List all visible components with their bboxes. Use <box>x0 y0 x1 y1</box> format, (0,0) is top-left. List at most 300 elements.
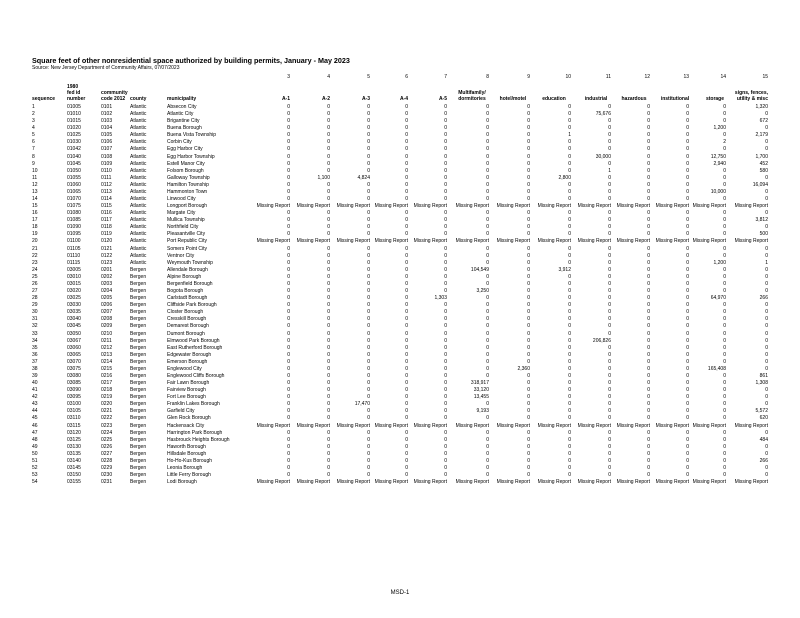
table-row <box>0 274 800 281</box>
cell-hazardous: 0 <box>647 358 650 365</box>
table-row <box>0 295 800 302</box>
cell-a5: 0 <box>444 167 447 174</box>
cell-multifamily: 0 <box>486 280 489 287</box>
cell-hazardous: 0 <box>647 146 650 153</box>
cell-signs: 1 <box>765 259 768 266</box>
cell-a1: 0 <box>287 288 290 295</box>
cell-storage: 1,200 <box>713 125 726 132</box>
cell-county: Bergen <box>130 415 147 422</box>
cell-municipality: Harrington Park Borough <box>167 429 223 436</box>
cell-education: Missing Report <box>537 238 571 245</box>
cell-municipality: Hackensack City <box>167 422 205 429</box>
cell-hotel-motel: 0 <box>527 464 530 471</box>
cell-hotel-motel: 0 <box>527 337 530 344</box>
cell-storage: 0 <box>723 273 726 280</box>
cell-a5: 0 <box>444 464 447 471</box>
cell-fed-id: 03060 <box>67 344 81 351</box>
cell-a5: 0 <box>444 415 447 422</box>
cell-community-code: 0107 <box>101 146 113 153</box>
cell-hotel-motel: 0 <box>527 111 530 118</box>
cell-fed-id: 03050 <box>67 330 81 337</box>
cell-a1: 0 <box>287 224 290 231</box>
cell-institutional: Missing Report <box>655 203 689 210</box>
cell-education: 0 <box>568 288 571 295</box>
cell-county: Bergen <box>130 316 147 323</box>
cell-fed-id: 03065 <box>67 351 81 358</box>
cell-a4: 0 <box>405 316 408 323</box>
cell-a5: 0 <box>444 259 447 266</box>
cell-education: 0 <box>568 224 571 231</box>
cell-county: Atlantic <box>130 252 147 259</box>
table-row <box>0 139 800 146</box>
cell-institutional: 0 <box>686 231 689 238</box>
cell-community-code: 0108 <box>101 153 113 160</box>
cell-multifamily: Missing Report <box>455 238 489 245</box>
column-number: 8 <box>486 74 489 80</box>
cell-fed-id: 01010 <box>67 111 81 118</box>
cell-education: 0 <box>568 302 571 309</box>
cell-county: Atlantic <box>130 238 147 245</box>
cell-industrial: Missing Report <box>577 479 611 486</box>
cell-storage: 0 <box>723 224 726 231</box>
cell-fed-id: 03100 <box>67 401 81 408</box>
cell-signs: 0 <box>765 358 768 365</box>
cell-a5: Missing Report <box>413 422 447 429</box>
cell-industrial: 0 <box>608 330 611 337</box>
cell-county: Bergen <box>130 457 147 464</box>
cell-a3: 0 <box>367 146 370 153</box>
cell-hotel-motel: 0 <box>527 210 530 217</box>
cell-county: Atlantic <box>130 188 147 195</box>
cell-signs: 0 <box>765 280 768 287</box>
column-number: 3 <box>287 74 290 80</box>
table-row <box>0 238 800 245</box>
cell-institutional: 0 <box>686 160 689 167</box>
cell-county: Bergen <box>130 380 147 387</box>
cell-hotel-motel: 0 <box>527 231 530 238</box>
cell-sequence: 19 <box>32 231 38 238</box>
cell-county: Atlantic <box>130 125 147 132</box>
cell-a2: Missing Report <box>296 479 330 486</box>
cell-storage: 0 <box>723 464 726 471</box>
cell-sequence: 44 <box>32 408 38 415</box>
cell-a5: 0 <box>444 344 447 351</box>
cell-industrial: 0 <box>608 316 611 323</box>
cell-hazardous: 0 <box>647 344 650 351</box>
cell-fed-id: 03030 <box>67 302 81 309</box>
cell-signs: Missing Report <box>734 238 768 245</box>
cell-county: Bergen <box>130 365 147 372</box>
cell-hotel-motel: 0 <box>527 401 530 408</box>
table-row <box>0 281 800 288</box>
cell-a3: 0 <box>367 125 370 132</box>
cell-a5: 0 <box>444 118 447 125</box>
cell-industrial: 0 <box>608 245 611 252</box>
cell-sequence: 40 <box>32 380 38 387</box>
cell-storage: 0 <box>723 280 726 287</box>
cell-education: 0 <box>568 415 571 422</box>
cell-community-code: 0224 <box>101 429 113 436</box>
cell-a3: 0 <box>367 118 370 125</box>
cell-institutional: 0 <box>686 132 689 139</box>
cell-signs: 0 <box>765 316 768 323</box>
cell-storage: 0 <box>723 380 726 387</box>
cell-municipality: Egg Harbor City <box>167 146 203 153</box>
cell-hazardous: 0 <box>647 132 650 139</box>
cell-industrial: Missing Report <box>577 238 611 245</box>
cell-a5: 0 <box>444 210 447 217</box>
cell-a5: 0 <box>444 153 447 160</box>
cell-a4: 0 <box>405 408 408 415</box>
cell-a4: 0 <box>405 160 408 167</box>
cell-a2: 0 <box>327 295 330 302</box>
table-row <box>0 260 800 267</box>
cell-institutional: 0 <box>686 217 689 224</box>
cell-municipality: Atlantic City <box>167 111 194 118</box>
cell-a5: 0 <box>444 231 447 238</box>
table-row <box>0 224 800 231</box>
cell-municipality: Hasbrouck Heights Borough <box>167 436 230 443</box>
cell-hazardous: 0 <box>647 457 650 464</box>
cell-hotel-motel: 0 <box>527 387 530 394</box>
cell-county: Atlantic <box>130 118 147 125</box>
cell-hazardous: 0 <box>647 351 650 358</box>
cell-education: 0 <box>568 167 571 174</box>
cell-municipality: Weymouth Township <box>167 259 213 266</box>
cell-hotel-motel: 0 <box>527 295 530 302</box>
cell-fed-id: 01115 <box>67 259 81 266</box>
cell-community-code: 0102 <box>101 111 113 118</box>
cell-hotel-motel: 0 <box>527 167 530 174</box>
cell-county: Atlantic <box>130 196 147 203</box>
cell-county: Bergen <box>130 358 147 365</box>
cell-community-code: 0225 <box>101 436 113 443</box>
cell-municipality: Carlstadt Borough <box>167 295 208 302</box>
cell-hazardous: Missing Report <box>616 203 650 210</box>
cell-community-code: 0208 <box>101 316 113 323</box>
cell-a4: 0 <box>405 351 408 358</box>
cell-institutional: 0 <box>686 457 689 464</box>
cell-a5: 0 <box>444 125 447 132</box>
cell-a3: 0 <box>367 288 370 295</box>
cell-fed-id: 01075 <box>67 203 81 210</box>
cell-sequence: 3 <box>32 118 35 125</box>
cell-county: Bergen <box>130 280 147 287</box>
cell-sequence: 14 <box>32 196 38 203</box>
cell-sequence: 46 <box>32 422 38 429</box>
cell-fed-id: 03120 <box>67 429 81 436</box>
cell-institutional: 0 <box>686 472 689 479</box>
cell-education: 0 <box>568 358 571 365</box>
cell-signs: 0 <box>765 443 768 450</box>
cell-education: Missing Report <box>537 479 571 486</box>
cell-signs: 0 <box>765 111 768 118</box>
cell-a4: 0 <box>405 259 408 266</box>
cell-a4: 0 <box>405 167 408 174</box>
cell-community-code: 0213 <box>101 351 113 358</box>
cell-multifamily: 0 <box>486 167 489 174</box>
cell-county: Atlantic <box>130 160 147 167</box>
cell-signs: 0 <box>765 429 768 436</box>
cell-education: 0 <box>568 118 571 125</box>
cell-community-code: 0211 <box>101 337 112 344</box>
cell-institutional: 0 <box>686 372 689 379</box>
cell-hazardous: 0 <box>647 302 650 309</box>
cell-education: 0 <box>568 365 571 372</box>
cell-signs: 0 <box>765 174 768 181</box>
cell-multifamily: 0 <box>486 323 489 330</box>
cell-a2: 0 <box>327 273 330 280</box>
cell-a2: 0 <box>327 436 330 443</box>
cell-fed-id: 03015 <box>67 280 81 287</box>
cell-county: Atlantic <box>130 245 147 252</box>
cell-fed-id: 01060 <box>67 181 81 188</box>
cell-municipality: Fort Lee Borough <box>167 394 206 401</box>
table-header <box>0 82 800 102</box>
cell-institutional: 0 <box>686 280 689 287</box>
cell-a4: 0 <box>405 457 408 464</box>
cell-a3: 0 <box>367 181 370 188</box>
cell-hazardous: 0 <box>647 245 650 252</box>
cell-hazardous: 0 <box>647 231 650 238</box>
cell-sequence: 47 <box>32 429 38 436</box>
cell-hotel-motel: 0 <box>527 217 530 224</box>
cell-hotel-motel: 0 <box>527 351 530 358</box>
cell-sequence: 11 <box>32 174 38 181</box>
cell-multifamily: 0 <box>486 196 489 203</box>
cell-signs: 0 <box>765 309 768 316</box>
cell-county: Bergen <box>130 408 147 415</box>
cell-community-code: 0110 <box>101 167 112 174</box>
cell-fed-id: 01085 <box>67 217 81 224</box>
cell-education: 0 <box>568 210 571 217</box>
cell-a2: 0 <box>327 139 330 146</box>
cell-industrial: 0 <box>608 188 611 195</box>
cell-multifamily: 0 <box>486 259 489 266</box>
cell-hazardous: 0 <box>647 415 650 422</box>
cell-signs: 2,179 <box>755 132 768 139</box>
cell-hotel-motel: 0 <box>527 196 530 203</box>
table-row <box>0 217 800 224</box>
cell-a1: 0 <box>287 457 290 464</box>
cell-industrial: 0 <box>608 259 611 266</box>
cell-institutional: Missing Report <box>655 238 689 245</box>
cell-a4: 0 <box>405 309 408 316</box>
cell-fed-id: 01070 <box>67 196 81 203</box>
cell-sequence: 38 <box>32 365 38 372</box>
cell-county: Bergen <box>130 266 147 273</box>
cell-institutional: 0 <box>686 174 689 181</box>
cell-multifamily: 0 <box>486 132 489 139</box>
cell-industrial: 0 <box>608 231 611 238</box>
cell-county: Bergen <box>130 394 147 401</box>
cell-a1: 0 <box>287 252 290 259</box>
cell-hotel-motel: 0 <box>527 245 530 252</box>
cell-community-code: 0215 <box>101 365 113 372</box>
cell-education: 0 <box>568 464 571 471</box>
cell-fed-id: 03075 <box>67 365 81 372</box>
cell-a2: Missing Report <box>296 422 330 429</box>
cell-multifamily: 0 <box>486 337 489 344</box>
cell-hotel-motel: 0 <box>527 252 530 259</box>
cell-a1: 0 <box>287 167 290 174</box>
cell-a2: 0 <box>327 245 330 252</box>
cell-education: 0 <box>568 231 571 238</box>
cell-signs: 1,700 <box>755 153 768 160</box>
cell-a3: 0 <box>367 472 370 479</box>
cell-a3: 0 <box>367 358 370 365</box>
column-number: 11 <box>605 74 611 80</box>
cell-sequence: 52 <box>32 464 38 471</box>
cell-fed-id: 03105 <box>67 408 81 415</box>
cell-a1: 0 <box>287 188 290 195</box>
cell-a4: 0 <box>405 372 408 379</box>
cell-education: 0 <box>568 111 571 118</box>
table-row <box>0 465 800 472</box>
cell-multifamily: 3,250 <box>476 288 489 295</box>
cell-sequence: 50 <box>32 450 38 457</box>
cell-a3: Missing Report <box>336 203 370 210</box>
cell-a1: 0 <box>287 181 290 188</box>
cell-sequence: 42 <box>32 394 38 401</box>
cell-a5: 0 <box>444 302 447 309</box>
cell-signs: 620 <box>759 415 768 422</box>
cell-sequence: 43 <box>32 401 38 408</box>
cell-sequence: 48 <box>32 436 38 443</box>
cell-hotel-motel: Missing Report <box>496 422 530 429</box>
cell-a5: 0 <box>444 387 447 394</box>
cell-a2: 0 <box>327 415 330 422</box>
cell-hotel-motel: 0 <box>527 181 530 188</box>
cell-fed-id: 03080 <box>67 372 81 379</box>
cell-a3: 0 <box>367 309 370 316</box>
cell-municipality: Alpine Borough <box>167 273 202 280</box>
cell-hazardous: 0 <box>647 394 650 401</box>
column-number-row <box>0 74 800 82</box>
cell-municipality: Demarest Borough <box>167 323 209 330</box>
cell-municipality: Edgewater Borough <box>167 351 212 358</box>
cell-industrial: 0 <box>608 266 611 273</box>
cell-fed-id: 03130 <box>67 443 81 450</box>
cell-a2: 0 <box>327 210 330 217</box>
cell-fed-id: 01110 <box>67 252 81 259</box>
cell-sequence: 7 <box>32 146 35 153</box>
cell-multifamily: 0 <box>486 472 489 479</box>
cell-signs: 1,320 <box>755 104 768 110</box>
cell-hotel-motel: 0 <box>527 160 530 167</box>
table-row <box>0 267 800 274</box>
cell-a2: 1,100 <box>317 174 330 181</box>
cell-community-code: 0226 <box>101 443 113 450</box>
cell-institutional: 0 <box>686 408 689 415</box>
cell-institutional: 0 <box>686 273 689 280</box>
cell-storage: 0 <box>723 181 726 188</box>
cell-a5: 0 <box>444 408 447 415</box>
table-row <box>0 423 800 430</box>
cell-multifamily: 0 <box>486 125 489 132</box>
cell-hazardous: 0 <box>647 429 650 436</box>
cell-a5: 0 <box>444 443 447 450</box>
cell-a4: 0 <box>405 387 408 394</box>
cell-storage: 12,750 <box>710 153 726 160</box>
cell-community-code: 0204 <box>101 288 113 295</box>
table-row <box>0 189 800 196</box>
cell-a3: 0 <box>367 464 370 471</box>
column-number: 12 <box>644 74 650 80</box>
column-number: 15 <box>762 74 768 80</box>
cell-community-code: 0202 <box>101 273 113 280</box>
cell-a2: 0 <box>327 380 330 387</box>
cell-a4: 0 <box>405 302 408 309</box>
cell-municipality: Hammonton Town <box>167 188 208 195</box>
cell-signs: 0 <box>765 125 768 132</box>
cell-fed-id: 03150 <box>67 472 81 479</box>
cell-education: 2,800 <box>558 174 571 181</box>
table-row <box>0 196 800 203</box>
cell-fed-id: 03040 <box>67 316 81 323</box>
cell-multifamily: 33,120 <box>473 387 489 394</box>
cell-a3: 0 <box>367 217 370 224</box>
cell-industrial: 206,826 <box>592 337 611 344</box>
cell-fed-id: 01080 <box>67 210 81 217</box>
cell-industrial: 0 <box>608 394 611 401</box>
cell-storage: 0 <box>723 401 726 408</box>
cell-county: Bergen <box>130 372 147 379</box>
cell-storage: 64,970 <box>710 295 726 302</box>
cell-multifamily: 0 <box>486 217 489 224</box>
cell-municipality: Haworth Borough <box>167 443 206 450</box>
cell-a2: 0 <box>327 217 330 224</box>
cell-a3: 0 <box>367 337 370 344</box>
cell-a5: 0 <box>444 160 447 167</box>
cell-a3: 0 <box>367 153 370 160</box>
cell-education: 3,912 <box>558 266 571 273</box>
cell-a4: 0 <box>405 224 408 231</box>
cell-hotel-motel: 0 <box>527 266 530 273</box>
cell-institutional: 0 <box>686 323 689 330</box>
cell-a4: 0 <box>405 210 408 217</box>
cell-a3: 0 <box>367 372 370 379</box>
cell-education: 0 <box>568 139 571 146</box>
cell-a5: 0 <box>444 181 447 188</box>
cell-storage: 0 <box>723 387 726 394</box>
cell-storage: 0 <box>723 344 726 351</box>
cell-multifamily: 0 <box>486 309 489 316</box>
cell-fed-id: 01005 <box>67 104 81 110</box>
cell-storage: 0 <box>723 351 726 358</box>
cell-a1: 0 <box>287 174 290 181</box>
cell-community-code: 0209 <box>101 323 113 330</box>
cell-a5: 0 <box>444 365 447 372</box>
cell-institutional: 0 <box>686 309 689 316</box>
header-hazardous: hazardous <box>621 96 647 102</box>
cell-storage: Missing Report <box>692 422 726 429</box>
cell-municipality: Ventnor City <box>167 252 195 259</box>
cell-a1: 0 <box>287 280 290 287</box>
cell-industrial: 0 <box>608 380 611 387</box>
cell-a1: 0 <box>287 245 290 252</box>
cell-institutional: 0 <box>686 196 689 203</box>
cell-multifamily: 0 <box>486 224 489 231</box>
table-row <box>0 387 800 394</box>
cell-sequence: 12 <box>32 181 38 188</box>
cell-signs: 0 <box>765 245 768 252</box>
cell-community-code: 0205 <box>101 295 113 302</box>
cell-industrial: 0 <box>608 118 611 125</box>
cell-a2: 0 <box>327 288 330 295</box>
cell-hazardous: 0 <box>647 153 650 160</box>
cell-county: Atlantic <box>130 224 147 231</box>
